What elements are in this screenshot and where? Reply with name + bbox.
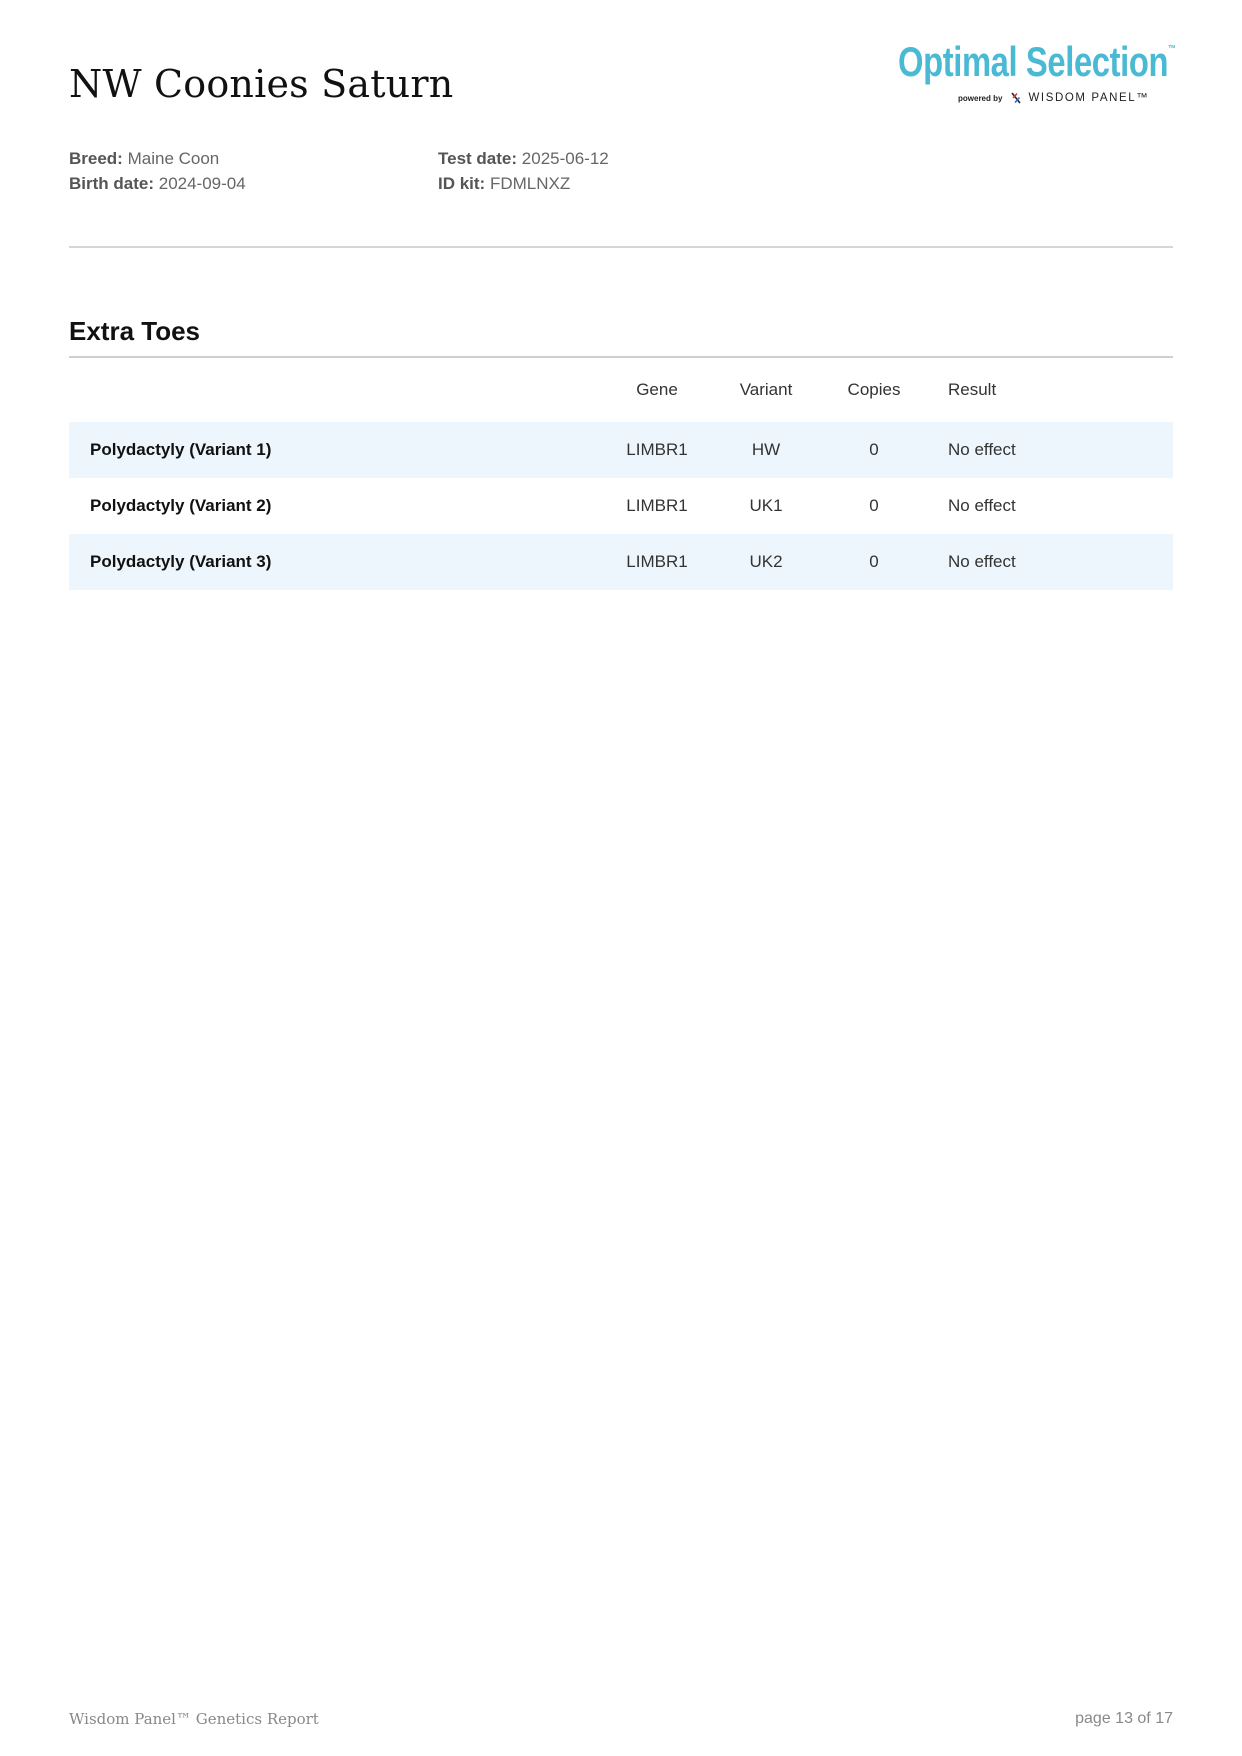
- row-variant: UK1: [749, 496, 783, 515]
- row-trait-name: Polydactyly (Variant 2): [90, 496, 272, 515]
- header-divider: [69, 246, 1173, 248]
- row-result: No effect: [948, 440, 1016, 459]
- column-header-gene: Gene: [636, 380, 678, 399]
- logo-powered-by: powered by WISDOM PANEL™: [958, 92, 1150, 104]
- row-trait-name: Polydactyly (Variant 1): [90, 440, 272, 459]
- footer-report-title: Wisdom Panel™ Genetics Report: [69, 1710, 319, 1728]
- results-table: [69, 366, 1173, 590]
- row-gene: LIMBR1: [626, 440, 688, 459]
- column-header-variant: Variant: [739, 380, 793, 399]
- row-copies: 0: [869, 496, 879, 515]
- table-row: [69, 422, 1173, 478]
- row-variant: UK2: [749, 552, 783, 571]
- breed-row: Breed: Maine Coon: [69, 149, 220, 168]
- meta-right-column: [438, 146, 609, 196]
- row-result: No effect: [948, 552, 1016, 571]
- logo-wordmark: Optimal Selection™: [898, 38, 1176, 85]
- column-header-result: Result: [948, 380, 997, 399]
- id-kit-row: ID kit: FDMLNXZ: [438, 174, 571, 193]
- optimal-selection-logo: [898, 38, 1176, 108]
- test-date-row: Test date: 2025-06-12: [438, 149, 609, 168]
- wisdom-panel-icon: [1010, 92, 1022, 104]
- test-date-value: 2025-06-12: [521, 149, 609, 168]
- section-divider: [69, 356, 1173, 358]
- row-gene: LIMBR1: [626, 496, 688, 515]
- footer-page-number: page 13 of 17: [1075, 1710, 1173, 1727]
- table-row: [69, 534, 1173, 590]
- row-copies: 0: [869, 552, 879, 571]
- row-result: No effect: [948, 496, 1016, 515]
- table-header: [69, 366, 1173, 422]
- row-copies: 0: [869, 440, 879, 459]
- row-trait-name: Polydactyly (Variant 3): [90, 552, 272, 571]
- birth-date-value: 2024-09-04: [158, 174, 246, 193]
- column-header-copies: Copies: [847, 380, 901, 399]
- pet-name-title: NW Coonies Saturn: [69, 62, 454, 106]
- breed-value: Maine Coon: [127, 149, 220, 168]
- section-title: Extra Toes: [69, 316, 201, 346]
- id-kit-value: FDMLNXZ: [489, 174, 571, 193]
- meta-left-column: [69, 146, 246, 196]
- table-row: [69, 478, 1173, 534]
- row-gene: LIMBR1: [626, 552, 688, 571]
- row-variant: HW: [751, 440, 781, 459]
- birth-date-row: Birth date: 2024-09-04: [69, 174, 246, 193]
